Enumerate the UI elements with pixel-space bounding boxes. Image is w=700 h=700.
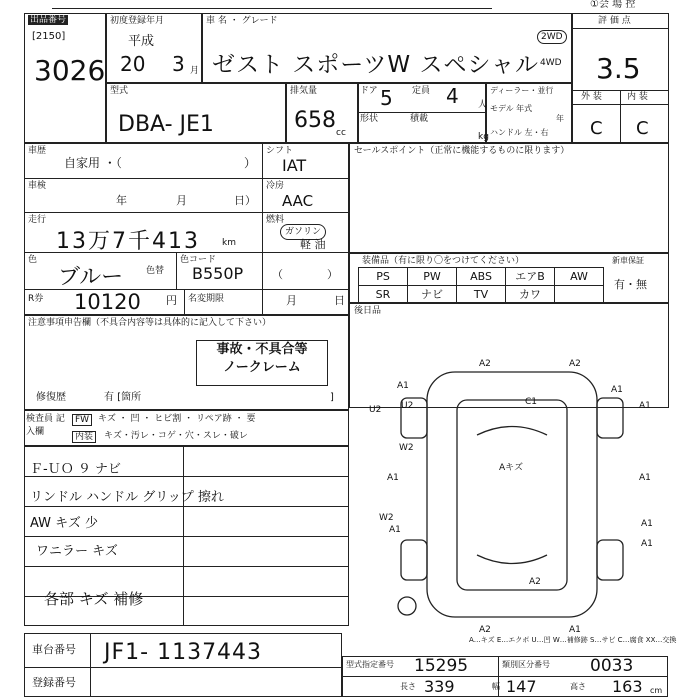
rear-window <box>477 555 547 564</box>
model: DBA- JE1 <box>118 112 214 137</box>
diagram-legend: A…キズ E…エクボ U…凹 W…補修跡 S…サビ C…腐食 XX…交換 <box>469 636 677 644</box>
ext-label: 外 装 <box>581 92 602 102</box>
int-items: キズ・汚レ・コゲ・穴・スレ・破レ <box>104 431 248 441</box>
mileage: 13万7千413 <box>56 229 200 254</box>
repair-value: 有 [箇所 <box>104 392 142 403</box>
equipment-item: TV <box>456 285 506 304</box>
doors-label: ドア <box>360 86 378 96</box>
shift: IAT <box>282 156 307 175</box>
damage-mark: A1 <box>389 525 401 535</box>
height: 163 <box>612 677 643 696</box>
damage-mark: W2 <box>379 513 394 523</box>
ext-grade: C <box>590 118 603 139</box>
drive-2wd: 2WD <box>537 30 567 44</box>
chassis-label: 車台番号 <box>32 643 76 656</box>
dealer-label: ディーラー・並行 <box>490 86 554 95</box>
score: 3.5 <box>596 52 641 85</box>
damage-mark: A1 <box>397 381 409 391</box>
header-bar <box>52 0 492 9</box>
damage-mark: W2 <box>399 443 414 453</box>
drive-4wd: 4WD <box>540 58 562 68</box>
cc-unit: cc <box>336 128 346 138</box>
damage-mark: U2 <box>369 405 382 415</box>
ac-label: 冷房 <box>266 181 285 191</box>
remarks-rule <box>24 506 349 507</box>
sales-label: セールスポイント（正常に機能するものに限ります） <box>354 146 570 156</box>
repair-close: ] <box>330 392 334 403</box>
width-label: 幅 <box>492 682 500 691</box>
nc-month: 月 <box>286 294 297 307</box>
shape-label: 形状 <box>360 114 379 124</box>
report-label: 注意事項申告欄（不具合内容等は具体的に記入して下さい） <box>28 318 272 328</box>
damage-mark: A2 <box>529 577 541 587</box>
equipment-item: PW <box>407 267 457 286</box>
int-grade: C <box>636 118 649 139</box>
doors: 5 <box>380 86 393 110</box>
recycle: 10120 <box>74 290 141 314</box>
windshield <box>477 427 547 436</box>
name-label: 車 名 ・ グレード <box>206 16 278 26</box>
damage-mark: A1 <box>569 625 581 635</box>
width: 147 <box>506 677 537 696</box>
sales-box <box>349 143 669 253</box>
insp-year: 年 <box>116 194 127 207</box>
cat-value: 0033 <box>590 656 634 676</box>
fuel-gas: ガソリン <box>280 224 326 240</box>
usage: 自家用 ・（ <box>64 156 122 170</box>
damage-mark: A1 <box>611 385 623 395</box>
shift-label: シフト <box>266 146 294 156</box>
month-unit: 月 <box>190 66 200 76</box>
remark-line: AW キズ 少 <box>30 516 99 531</box>
fuel-light: 軽 油 <box>300 238 326 251</box>
lot-label: 出品番号 <box>30 15 67 25</box>
yen-unit: 円 <box>166 294 177 307</box>
color-code-label: 色コード <box>180 255 217 265</box>
reg-label: 初度登録年月 <box>110 16 165 26</box>
equipment-label: 装備品（有に限り〇をつけてください） <box>362 256 525 266</box>
person-unit: 人 <box>478 100 488 110</box>
new-warranty-value: 有・無 <box>614 278 647 291</box>
model-year-label: モデル 年式 <box>490 104 533 113</box>
remark-line: Ｆ-ＵＯ ９ ナビ <box>30 462 121 477</box>
chassis-number: JF1- 1137443 <box>104 640 263 665</box>
name-change-label: 名変期限 <box>188 294 225 304</box>
insp-day: 日） <box>234 194 256 207</box>
color-code: B550P <box>192 264 244 283</box>
ac: AAC <box>282 192 314 210</box>
interior-label: 内装 <box>72 431 96 443</box>
no-claim-stamp <box>196 340 328 386</box>
cat-label: 類別区分番号 <box>502 660 550 669</box>
model-label: 型式 <box>110 86 129 96</box>
remark-line: ワニラー キズ <box>36 544 118 559</box>
damage-mark: A1 <box>387 473 399 483</box>
damage-mark: A2 <box>479 359 491 369</box>
recycle-label: R券 <box>28 294 44 304</box>
insp-month: 月 <box>176 194 187 207</box>
inspection-label: 車検 <box>28 181 47 191</box>
usage-label: 車歴 <box>28 146 47 156</box>
equipment-item: カワ <box>505 285 555 304</box>
handle-label: ハンドル 左・右 <box>490 128 549 137</box>
car-name: ゼスト スポーツW スペシャル <box>212 52 539 78</box>
damage-mark: Aキズ <box>499 463 523 473</box>
damage-mark: A2 <box>479 625 491 635</box>
equipment-item: PS <box>358 267 408 286</box>
displacement: 658 <box>294 108 336 133</box>
equipment-item: SR <box>358 285 408 304</box>
load-label: 積載 <box>410 114 429 124</box>
fw-items: キズ ・ 凹 ・ ヒビ割 ・ リペア跡 ・ 要 <box>98 414 256 424</box>
color-label: 色 <box>28 255 38 265</box>
type-label: 型式指定番号 <box>346 660 394 669</box>
damage-mark: U2 <box>401 401 414 411</box>
seats-label: 定員 <box>412 86 431 96</box>
damage-mark: A1 <box>641 519 653 529</box>
venue-label: ①会 場 控 <box>590 0 636 10</box>
length: 339 <box>424 677 455 696</box>
inspector-label: 検査員 記入欄 <box>26 414 65 437</box>
car-cabin-outline <box>457 400 567 590</box>
new-warranty-label: 新車保証 <box>612 256 644 265</box>
repair-label: 修復歴 <box>36 392 66 403</box>
lot-sub: [2150] <box>32 31 66 42</box>
kg-unit: kg <box>478 132 489 142</box>
car-diagram <box>349 340 679 650</box>
fuel-label: 燃料 <box>266 215 285 225</box>
year-unit: 年 <box>556 114 564 123</box>
type-value: 15295 <box>414 656 469 676</box>
stamp-line1: 事故・不具合等 <box>216 342 308 357</box>
remark-line: リンドル ハンドル グリップ 擦れ <box>30 490 224 505</box>
reg-number-label: 登録番号 <box>32 676 76 689</box>
height-label: 高さ <box>570 682 586 691</box>
damage-mark: A1 <box>639 473 651 483</box>
km-unit: km <box>222 238 236 248</box>
remark-line: 各部 キズ 補修 <box>44 590 144 608</box>
remarks-rule <box>24 566 349 567</box>
usage-close: ） <box>244 156 257 170</box>
paren-fuel: （ ） <box>272 268 338 281</box>
damage-mark: A1 <box>641 539 653 549</box>
nc-day: 日 <box>334 294 345 307</box>
color-change-label: 色替 <box>146 266 165 276</box>
seats: 4 <box>446 84 459 108</box>
equipment-item: ナビ <box>407 285 457 304</box>
int-label: 内 装 <box>627 92 648 102</box>
remarks-rule <box>24 536 349 537</box>
equipment-item: ABS <box>456 267 506 286</box>
era: 平成 <box>128 34 155 49</box>
disp-label: 排気量 <box>290 86 318 96</box>
spare-mark <box>398 597 416 615</box>
lot-number: 3026 <box>34 54 106 87</box>
equipment-item: AW <box>554 267 604 286</box>
reg-month: 3 <box>172 52 185 76</box>
rear-left-wheel <box>401 540 427 580</box>
damage-mark: A2 <box>569 359 581 369</box>
front-right-wheel <box>597 398 623 438</box>
damage-mark: A1 <box>639 401 651 411</box>
len-label: 長さ <box>400 682 416 691</box>
equipment-item <box>554 285 604 304</box>
fw-label: FW <box>72 414 92 426</box>
equipment-item: エアB <box>505 267 555 286</box>
score-label: 評 価 点 <box>598 16 631 26</box>
car-body-outline <box>427 372 597 617</box>
cm-unit: cm <box>650 686 663 695</box>
mileage-label: 走行 <box>28 215 47 225</box>
reg-year: 20 <box>120 52 146 76</box>
color: ブルー <box>58 265 124 290</box>
stamp-line2: ノークレーム <box>223 360 301 375</box>
rear-right-wheel <box>597 540 623 580</box>
damage-mark: C1 <box>525 397 538 407</box>
after-label: 後日品 <box>354 306 382 316</box>
